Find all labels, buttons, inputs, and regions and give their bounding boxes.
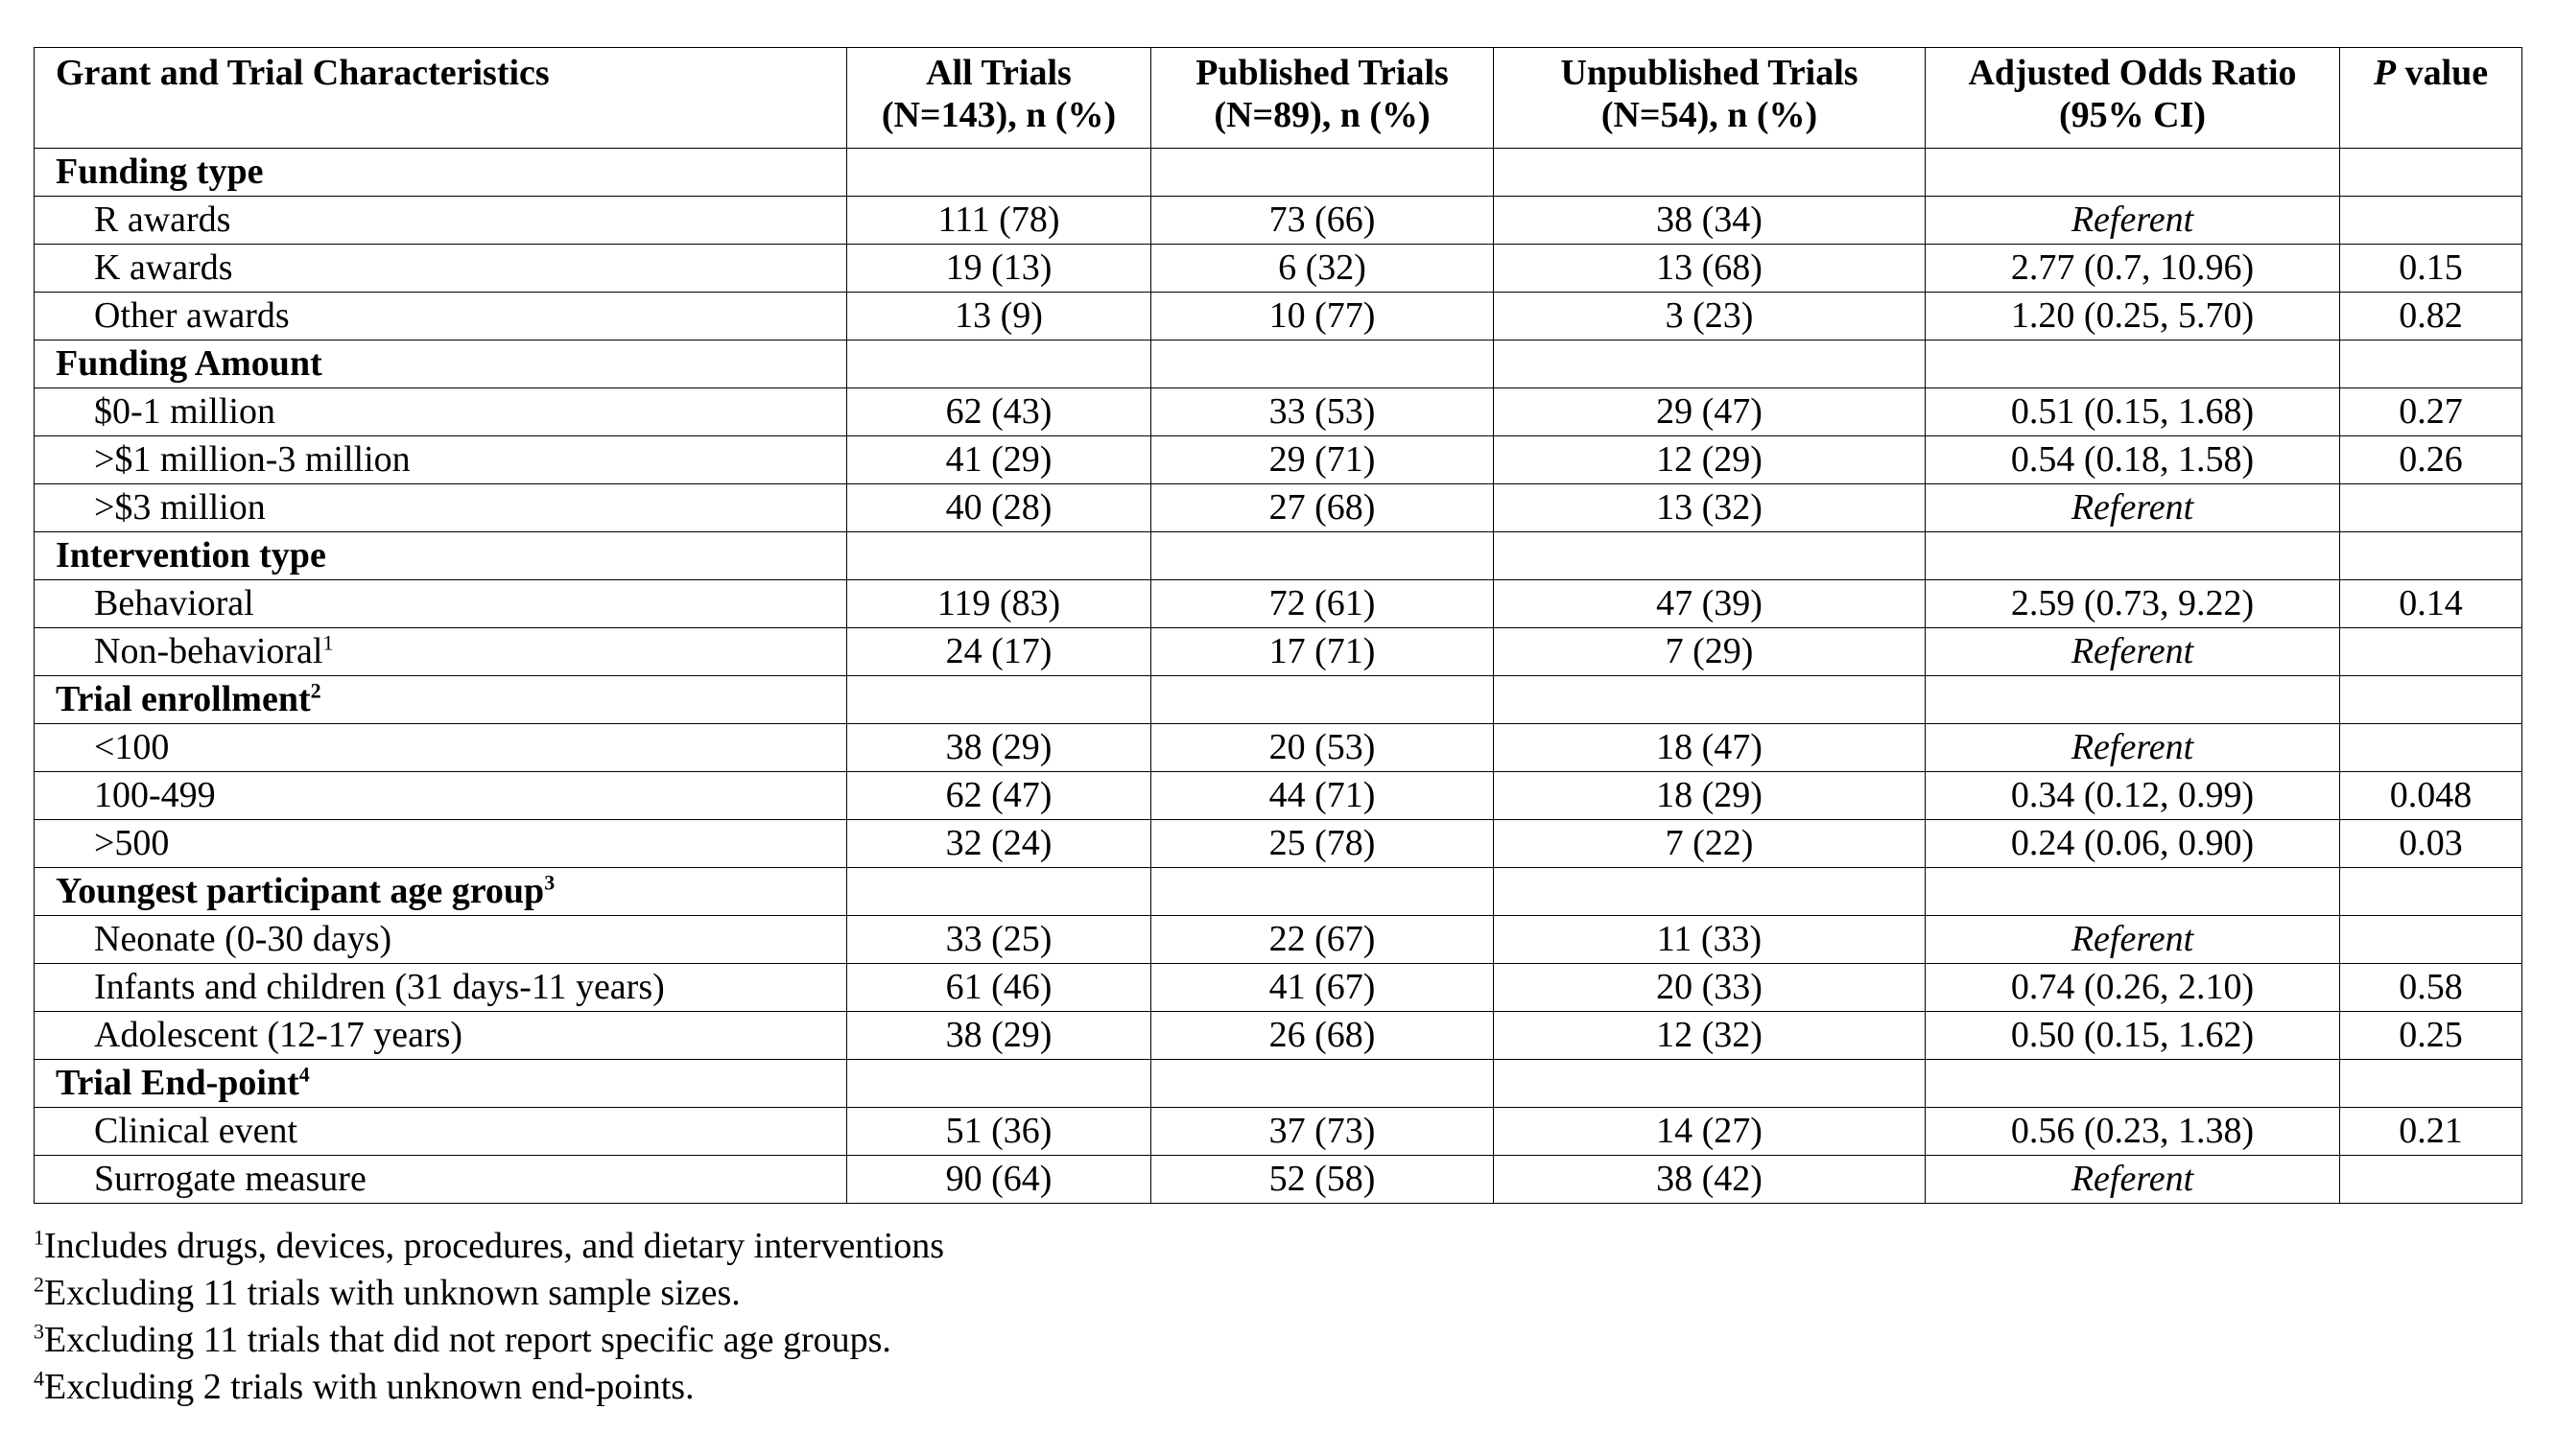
empty-cell [2340, 532, 2522, 580]
cell-odds-ratio: Referent [1926, 724, 2340, 772]
cell-unpublished-trials: 18 (47) [1494, 724, 1926, 772]
section-title-text: Trial End-point [56, 1063, 299, 1103]
section-title-text: Trial enrollment [56, 679, 311, 719]
section-header-row [35, 868, 2522, 916]
header-unpublished-line1: Unpublished Trials [1560, 53, 1858, 93]
cell-p-value: 0.15 [2340, 245, 2522, 293]
cell-all-trials: 62 (43) [847, 388, 1151, 436]
row-label-text: >$3 million [94, 487, 266, 528]
cell-p-value: 0.14 [2340, 580, 2522, 628]
cell-odds-ratio: 0.24 (0.06, 0.90) [1926, 820, 2340, 868]
row-label [35, 964, 847, 1012]
cell-unpublished-trials: 38 (34) [1494, 197, 1926, 245]
header-odds-ratio-line2: (95% CI) [2058, 95, 2207, 135]
empty-cell [1494, 149, 1926, 197]
table-row [35, 628, 2522, 676]
header-published-line1: Published Trials [1195, 53, 1449, 93]
cell-odds-ratio: Referent [1926, 197, 2340, 245]
section-header-row [35, 676, 2522, 724]
cell-odds-ratio: Referent [1926, 1156, 2340, 1204]
empty-cell [1494, 868, 1926, 916]
row-label [35, 436, 847, 484]
table-row [35, 436, 2522, 484]
row-label [35, 1156, 847, 1204]
cell-all-trials: 13 (9) [847, 293, 1151, 341]
row-label [35, 293, 847, 341]
empty-cell [1926, 532, 2340, 580]
cell-unpublished-trials: 47 (39) [1494, 580, 1926, 628]
cell-odds-ratio: 0.54 (0.18, 1.58) [1926, 436, 2340, 484]
row-label [35, 245, 847, 293]
cell-published-trials: 33 (53) [1151, 388, 1494, 436]
footnote-marker: 1 [322, 630, 334, 655]
empty-cell [847, 532, 1151, 580]
footnote-marker: 3 [544, 870, 556, 895]
empty-cell [2340, 1060, 2522, 1108]
cell-p-value: 0.048 [2340, 772, 2522, 820]
row-label [35, 916, 847, 964]
empty-cell [1151, 868, 1494, 916]
header-p-italic: P [2373, 53, 2397, 93]
cell-all-trials: 111 (78) [847, 197, 1151, 245]
cell-all-trials: 33 (25) [847, 916, 1151, 964]
table-row [35, 916, 2522, 964]
row-label-text: Neonate (0-30 days) [94, 919, 392, 959]
header-characteristics-text: Grant and Trial Characteristics [56, 53, 550, 93]
cell-published-trials: 25 (78) [1151, 820, 1494, 868]
section-title [35, 341, 847, 388]
cell-published-trials: 20 (53) [1151, 724, 1494, 772]
table-row [35, 484, 2522, 532]
row-label [35, 628, 847, 676]
cell-unpublished-trials: 18 (29) [1494, 772, 1926, 820]
header-published-line2: (N=89), n (%) [1214, 95, 1431, 135]
cell-all-trials: 90 (64) [847, 1156, 1151, 1204]
cell-all-trials: 119 (83) [847, 580, 1151, 628]
cell-published-trials: 27 (68) [1151, 484, 1494, 532]
header-value-text: value [2396, 53, 2489, 93]
cell-p-value [2340, 628, 2522, 676]
empty-cell [1151, 532, 1494, 580]
cell-published-trials: 29 (71) [1151, 436, 1494, 484]
header-characteristics [35, 48, 847, 149]
cell-unpublished-trials: 38 (42) [1494, 1156, 1926, 1204]
cell-all-trials: 32 (24) [847, 820, 1151, 868]
row-label-text: >500 [94, 823, 170, 863]
empty-cell [847, 149, 1151, 197]
cell-p-value [2340, 1156, 2522, 1204]
table-row [35, 1012, 2522, 1060]
cell-published-trials: 6 (32) [1151, 245, 1494, 293]
table-row [35, 772, 2522, 820]
row-label [35, 820, 847, 868]
empty-cell [1494, 532, 1926, 580]
cell-odds-ratio: 2.59 (0.73, 9.22) [1926, 580, 2340, 628]
footnote [34, 1223, 944, 1270]
row-label-text: Non-behavioral [94, 631, 323, 671]
cell-p-value [2340, 484, 2522, 532]
header-all-trials-line1: All Trials [926, 53, 1072, 93]
table-row [35, 964, 2522, 1012]
table-header [35, 48, 2522, 149]
cell-odds-ratio: Referent [1926, 628, 2340, 676]
cell-published-trials: 52 (58) [1151, 1156, 1494, 1204]
row-label-text: K awards [94, 247, 233, 288]
table-row [35, 1156, 2522, 1204]
cell-unpublished-trials: 7 (22) [1494, 820, 1926, 868]
header-p-value [2340, 48, 2522, 149]
data-table-container [34, 47, 2521, 1204]
header-unpublished-trials [1494, 48, 1926, 149]
empty-cell [2340, 676, 2522, 724]
cell-unpublished-trials: 12 (32) [1494, 1012, 1926, 1060]
header-unpublished-line2: (N=54), n (%) [1600, 95, 1818, 135]
row-label-text: 100-499 [94, 775, 216, 815]
section-title [35, 676, 847, 724]
row-label [35, 1108, 847, 1156]
cell-odds-ratio: 2.77 (0.7, 10.96) [1926, 245, 2340, 293]
cell-published-trials: 44 (71) [1151, 772, 1494, 820]
empty-cell [1926, 341, 2340, 388]
row-label-text: Clinical event [94, 1111, 298, 1151]
section-title [35, 1060, 847, 1108]
cell-unpublished-trials: 13 (68) [1494, 245, 1926, 293]
empty-cell [1494, 676, 1926, 724]
cell-odds-ratio: 0.34 (0.12, 0.99) [1926, 772, 2340, 820]
cell-odds-ratio: 0.56 (0.23, 1.38) [1926, 1108, 2340, 1156]
cell-all-trials: 38 (29) [847, 1012, 1151, 1060]
table-row [35, 388, 2522, 436]
empty-cell [847, 868, 1151, 916]
footnote-marker: 2 [310, 678, 321, 703]
cell-published-trials: 72 (61) [1151, 580, 1494, 628]
cell-all-trials: 51 (36) [847, 1108, 1151, 1156]
footnote-number: 1 [34, 1225, 44, 1250]
row-label [35, 724, 847, 772]
cell-odds-ratio: 0.74 (0.26, 2.10) [1926, 964, 2340, 1012]
row-label [35, 1012, 847, 1060]
cell-unpublished-trials: 13 (32) [1494, 484, 1926, 532]
header-adjusted-odds-ratio [1926, 48, 2340, 149]
row-label-text: Infants and children (31 days-11 years) [94, 967, 665, 1007]
section-title [35, 149, 847, 197]
cell-p-value [2340, 916, 2522, 964]
cell-p-value: 0.82 [2340, 293, 2522, 341]
footnote-text: Excluding 11 trials that did not report specific age groups. [44, 1320, 891, 1360]
cell-published-trials: 22 (67) [1151, 916, 1494, 964]
cell-all-trials: 24 (17) [847, 628, 1151, 676]
header-odds-ratio-line1: Adjusted Odds Ratio [1968, 53, 2297, 93]
cell-unpublished-trials: 12 (29) [1494, 436, 1926, 484]
table-row [35, 293, 2522, 341]
empty-cell [1926, 1060, 2340, 1108]
row-label-text: Adolescent (12-17 years) [94, 1015, 463, 1055]
cell-all-trials: 40 (28) [847, 484, 1151, 532]
cell-odds-ratio: Referent [1926, 484, 2340, 532]
header-all-trials [847, 48, 1151, 149]
row-label [35, 772, 847, 820]
footnotes [34, 1223, 944, 1411]
footnote-number: 4 [34, 1366, 44, 1391]
empty-cell [847, 341, 1151, 388]
empty-cell [2340, 868, 2522, 916]
section-title-text: Intervention type [56, 535, 326, 575]
cell-p-value: 0.21 [2340, 1108, 2522, 1156]
footnote-text: Excluding 2 trials with unknown end-points. [44, 1367, 695, 1407]
cell-p-value: 0.25 [2340, 1012, 2522, 1060]
row-label [35, 388, 847, 436]
header-row [35, 48, 2522, 149]
cell-odds-ratio: 1.20 (0.25, 5.70) [1926, 293, 2340, 341]
cell-all-trials: 19 (13) [847, 245, 1151, 293]
row-label-text: Other awards [94, 295, 290, 336]
cell-unpublished-trials: 14 (27) [1494, 1108, 1926, 1156]
cell-unpublished-trials: 20 (33) [1494, 964, 1926, 1012]
header-p-value-text [2340, 52, 2521, 94]
cell-p-value: 0.27 [2340, 388, 2522, 436]
cell-odds-ratio: Referent [1926, 916, 2340, 964]
row-label [35, 484, 847, 532]
cell-published-trials: 26 (68) [1151, 1012, 1494, 1060]
cell-p-value: 0.58 [2340, 964, 2522, 1012]
empty-cell [847, 676, 1151, 724]
row-label-text: Surrogate measure [94, 1159, 367, 1199]
footnote [34, 1270, 944, 1317]
row-label-text: $0-1 million [94, 391, 275, 432]
cell-all-trials: 38 (29) [847, 724, 1151, 772]
cell-odds-ratio: 0.50 (0.15, 1.62) [1926, 1012, 2340, 1060]
cell-unpublished-trials: 7 (29) [1494, 628, 1926, 676]
cell-published-trials: 73 (66) [1151, 197, 1494, 245]
cell-unpublished-trials: 3 (23) [1494, 293, 1926, 341]
empty-cell [847, 1060, 1151, 1108]
empty-cell [1926, 149, 2340, 197]
footnote [34, 1317, 944, 1364]
cell-p-value [2340, 724, 2522, 772]
cell-all-trials: 61 (46) [847, 964, 1151, 1012]
empty-cell [1494, 341, 1926, 388]
footnote-marker: 4 [298, 1062, 310, 1087]
empty-cell [2340, 149, 2522, 197]
empty-cell [2340, 341, 2522, 388]
section-header-row [35, 532, 2522, 580]
row-label [35, 580, 847, 628]
section-title-text: Funding Amount [56, 343, 322, 384]
empty-cell [1151, 341, 1494, 388]
section-title-text: Funding type [56, 152, 264, 192]
table-row [35, 245, 2522, 293]
footnote-number: 2 [34, 1272, 44, 1297]
footnote-text: Includes drugs, devices, procedures, and dietary interventions [44, 1226, 945, 1266]
table-row [35, 197, 2522, 245]
empty-cell [1494, 1060, 1926, 1108]
footnote [34, 1364, 944, 1411]
section-title-text: Youngest participant age group [56, 871, 545, 911]
cell-unpublished-trials: 11 (33) [1494, 916, 1926, 964]
table-body [35, 149, 2522, 1204]
cell-published-trials: 37 (73) [1151, 1108, 1494, 1156]
cell-p-value: 0.03 [2340, 820, 2522, 868]
empty-cell [1151, 1060, 1494, 1108]
cell-odds-ratio: 0.51 (0.15, 1.68) [1926, 388, 2340, 436]
cell-all-trials: 62 (47) [847, 772, 1151, 820]
table-row [35, 724, 2522, 772]
row-label-text: <100 [94, 727, 170, 767]
table-row [35, 1108, 2522, 1156]
header-all-trials-line2: (N=143), n (%) [881, 95, 1117, 135]
empty-cell [1151, 149, 1494, 197]
table-row [35, 820, 2522, 868]
empty-cell [1151, 676, 1494, 724]
footnote-number: 3 [34, 1319, 44, 1344]
footnote-text: Excluding 11 trials with unknown sample sizes. [44, 1273, 741, 1313]
cell-p-value [2340, 197, 2522, 245]
empty-cell [1926, 868, 2340, 916]
table-row [35, 580, 2522, 628]
row-label [35, 197, 847, 245]
section-title [35, 532, 847, 580]
cell-unpublished-trials: 29 (47) [1494, 388, 1926, 436]
cell-published-trials: 41 (67) [1151, 964, 1494, 1012]
section-title [35, 868, 847, 916]
cell-published-trials: 17 (71) [1151, 628, 1494, 676]
section-header-row [35, 341, 2522, 388]
cell-p-value: 0.26 [2340, 436, 2522, 484]
section-header-row [35, 149, 2522, 197]
cell-published-trials: 10 (77) [1151, 293, 1494, 341]
cell-all-trials: 41 (29) [847, 436, 1151, 484]
row-label-text: >$1 million-3 million [94, 439, 411, 480]
row-label-text: Behavioral [94, 583, 254, 623]
section-header-row [35, 1060, 2522, 1108]
header-published-trials [1151, 48, 1494, 149]
trial-characteristics-table [34, 47, 2522, 1204]
empty-cell [1926, 676, 2340, 724]
row-label-text: R awards [94, 200, 231, 240]
